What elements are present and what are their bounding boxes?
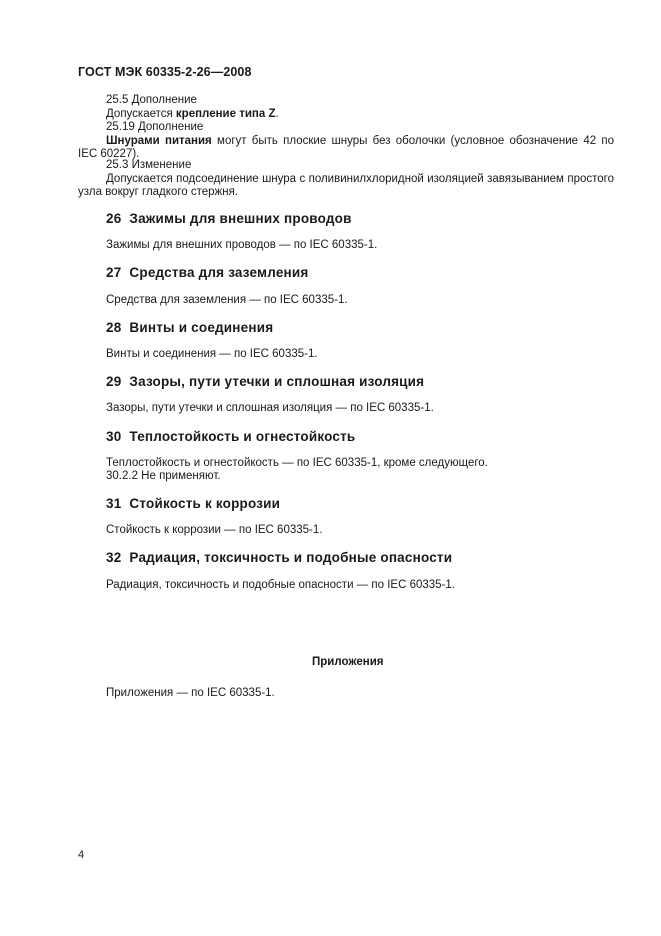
clause-25-19-text-line2: IEC 60227).: [78, 148, 140, 160]
clause-25-19-text: могут быть плоские шнуры без оболочки (условное обозначение 42 по: [211, 135, 614, 147]
section-28-number: 28: [106, 320, 122, 335]
clause-25-5-text-suffix: .: [275, 108, 279, 120]
clause-25-5-text-prefix: Допускается: [106, 108, 176, 120]
section-27-text: Средства для заземления — по IEC 60335-1.: [106, 294, 348, 306]
section-27-heading: [106, 265, 308, 280]
section-29-text: Зазоры, пути утечки и сплошная изоляция — по IEC 60335-1.: [106, 402, 434, 414]
section-31-text: Стойкость к коррозии — по IEC 60335-1.: [106, 524, 323, 536]
clause-25-3-text-line2: узла вокруг гладкого стержня.: [78, 186, 239, 198]
clause-25-5-text: [106, 107, 279, 121]
section-27-number: 27: [106, 265, 122, 280]
section-31-heading: [106, 496, 280, 511]
section-30-number: 30: [106, 429, 122, 444]
section-30-text: Теплостойкость и огнестойкость — по IEC 60335-1, кроме следующего.: [106, 457, 488, 469]
section-30-title: Теплостойкость и огнестойкость: [129, 429, 356, 444]
section-26-number: 26: [106, 211, 122, 226]
section-32-title: Радиация, токсичность и подобные опасности: [129, 550, 453, 565]
section-28-text: Винты и соединения — по IEC 60335-1.: [106, 348, 318, 360]
section-28-title: Винты и соединения: [129, 320, 274, 335]
section-32-heading: [106, 550, 452, 565]
clause-25-5-text-bold: крепление типа Z: [175, 108, 276, 120]
page-number: 4: [78, 849, 85, 861]
section-30-subclause: 30.2.2 Не применяют.: [106, 470, 221, 482]
clause-25-5-heading: 25.5 Дополнение: [106, 94, 197, 106]
section-32-number: 32: [106, 550, 122, 565]
section-31-title: Стойкость к коррозии: [129, 496, 281, 511]
section-26-text: Зажимы для внешних проводов — по IEC 60335-1.: [106, 239, 378, 251]
section-31-number: 31: [106, 496, 122, 511]
section-29-heading: [106, 374, 424, 389]
clause-25-3-text-line1: Допускается подсоединение шнура с поливинилхлоридной изоляцией завязыванием простого: [106, 173, 614, 185]
document-code-header: ГОСТ МЭК 60335-2-26—2008: [78, 65, 252, 79]
clause-25-3-heading: 25.3 Изменение: [106, 159, 192, 171]
section-28-heading: [106, 320, 273, 335]
section-26-title: Зажимы для внешних проводов: [129, 211, 352, 226]
annexes-title: Приложения: [312, 656, 384, 668]
annexes-text: Приложения — по IEC 60335-1.: [106, 687, 275, 699]
section-30-heading: [106, 429, 355, 444]
clause-25-19-heading: 25.19 Дополнение: [106, 121, 204, 133]
section-29-number: 29: [106, 374, 122, 389]
clause-25-19-text-line1: [106, 134, 614, 148]
section-32-text: Радиация, токсичность и подобные опасности — по IEC 60335-1.: [106, 579, 455, 591]
section-26-heading: [106, 211, 352, 226]
section-29-title: Зазоры, пути утечки и сплошная изоляция: [129, 374, 425, 389]
section-27-title: Средства для заземления: [129, 265, 309, 280]
clause-25-19-bold: Шнурами питания: [106, 135, 212, 147]
